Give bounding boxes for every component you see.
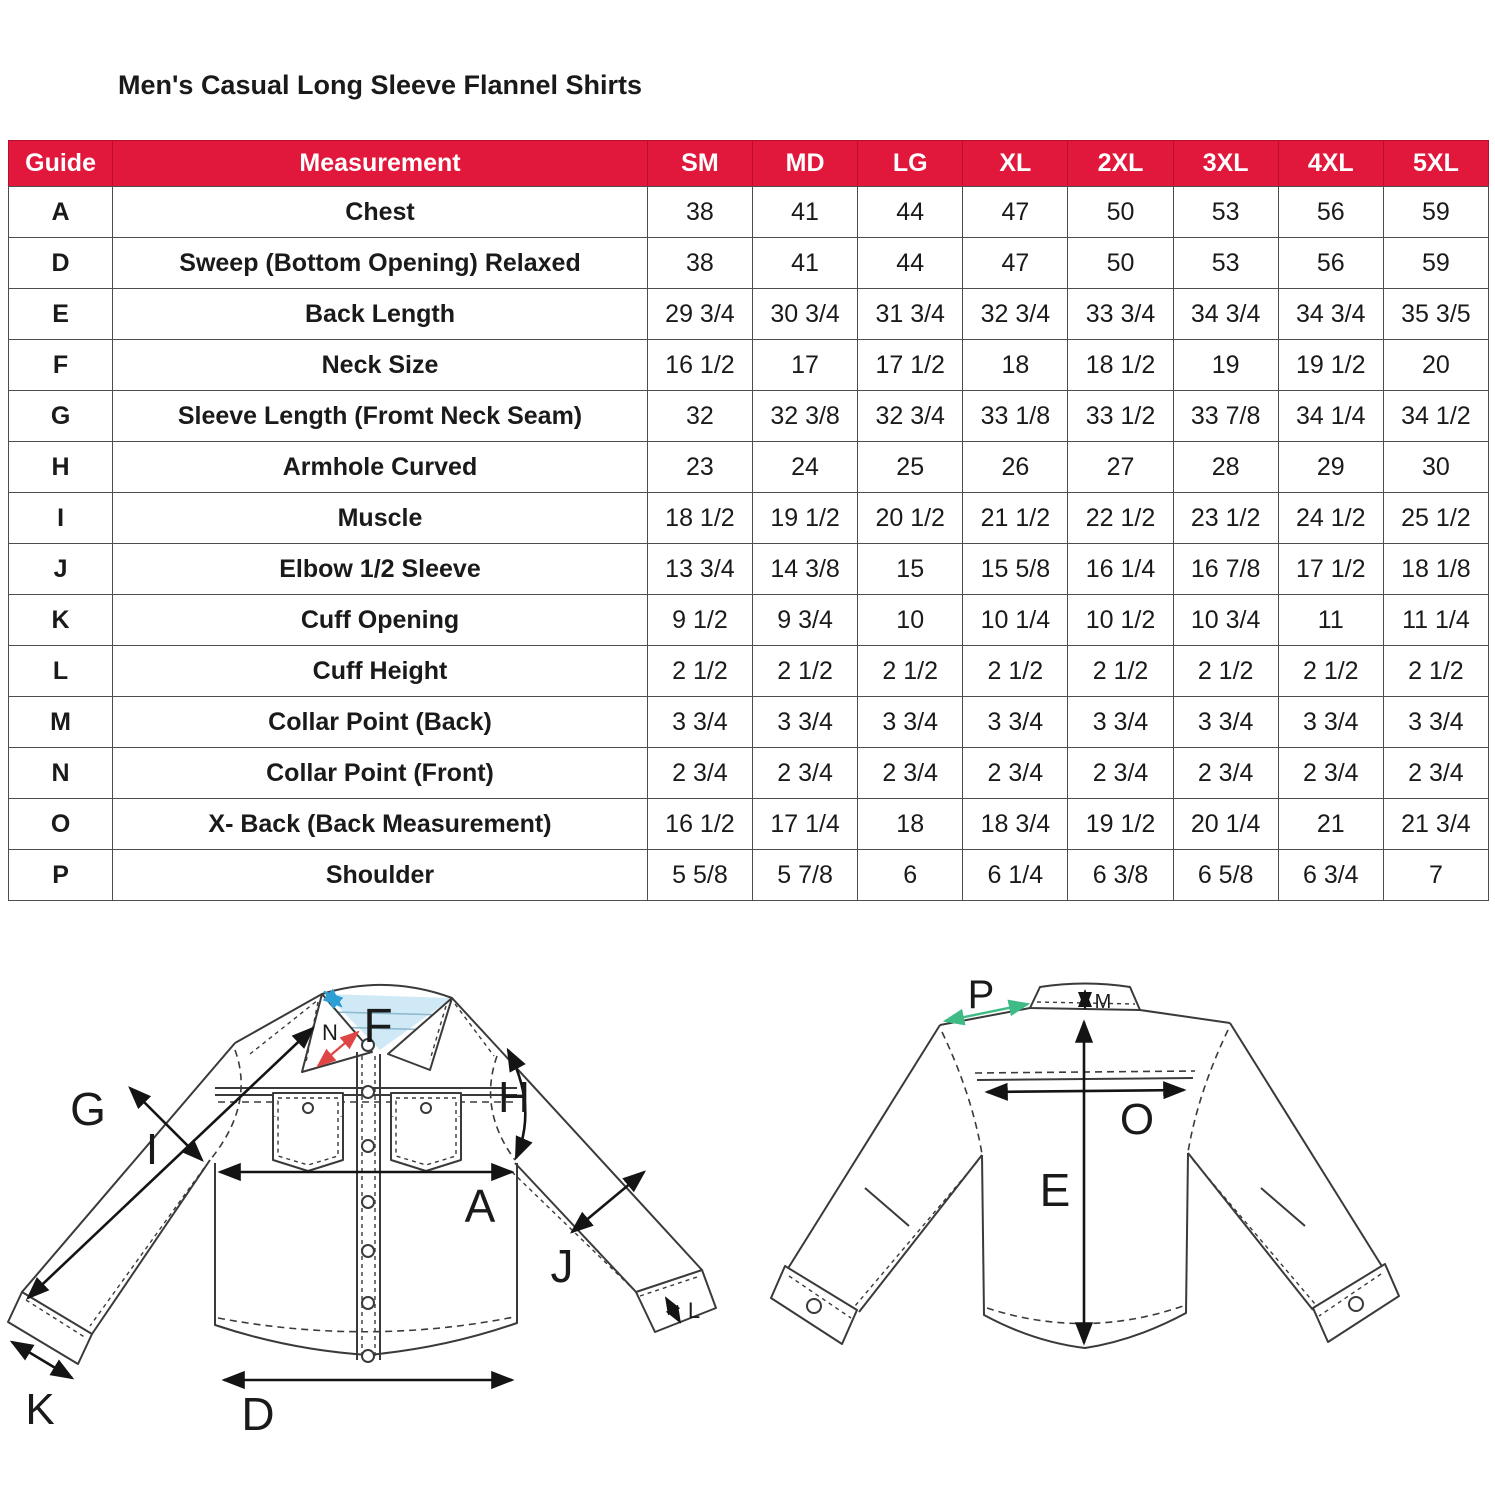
- value-cell: 33 7/8: [1173, 391, 1278, 442]
- table-row: [9, 799, 1489, 850]
- col-header-measurement: Measurement: [113, 141, 648, 187]
- table-row: [9, 340, 1489, 391]
- value-cell: 16 1/4: [1068, 544, 1173, 595]
- label-f: F: [363, 1000, 393, 1053]
- measurement-cell: X- Back (Back Measurement): [113, 799, 648, 850]
- measurement-cell: Armhole Curved: [113, 442, 648, 493]
- value-cell: 53: [1173, 238, 1278, 289]
- label-m: M: [1094, 991, 1112, 1013]
- value-cell: 3 3/4: [753, 697, 858, 748]
- value-cell: 41: [753, 187, 858, 238]
- table-row: [9, 391, 1489, 442]
- value-cell: 17 1/2: [1278, 544, 1383, 595]
- value-cell: 50: [1068, 238, 1173, 289]
- table-row: [9, 646, 1489, 697]
- value-cell: 25 1/2: [1383, 493, 1488, 544]
- label-k: K: [25, 1385, 55, 1434]
- table-row: [9, 850, 1489, 901]
- arrow-j: [572, 1172, 644, 1232]
- measurement-cell: Collar Point (Front): [113, 748, 648, 799]
- cuff-button: [1349, 1297, 1363, 1311]
- value-cell: 2 1/2: [1278, 646, 1383, 697]
- table-row: [9, 493, 1489, 544]
- guide-cell: F: [9, 340, 113, 391]
- label-p: P: [967, 973, 995, 1017]
- measurement-diagrams: [0, 930, 1495, 1495]
- value-cell: 9 3/4: [753, 595, 858, 646]
- value-cell: 20: [1383, 340, 1488, 391]
- value-cell: 38: [647, 187, 752, 238]
- value-cell: 2 3/4: [1068, 748, 1173, 799]
- guide-cell: D: [9, 238, 113, 289]
- value-cell: 3 3/4: [1383, 697, 1488, 748]
- value-cell: 32: [647, 391, 752, 442]
- front-shirt-diagram: [0, 930, 748, 1495]
- guide-cell: E: [9, 289, 113, 340]
- value-cell: 18 1/8: [1383, 544, 1488, 595]
- value-cell: 28: [1173, 442, 1278, 493]
- value-cell: 19: [1173, 340, 1278, 391]
- table-row: [9, 289, 1489, 340]
- value-cell: 3 3/4: [1278, 697, 1383, 748]
- value-cell: 25: [858, 442, 963, 493]
- value-cell: 33 1/2: [1068, 391, 1173, 442]
- value-cell: 2 3/4: [1278, 748, 1383, 799]
- value-cell: 2 1/2: [1383, 646, 1488, 697]
- value-cell: 15: [858, 544, 963, 595]
- button: [362, 1297, 374, 1309]
- value-cell: 2 1/2: [1068, 646, 1173, 697]
- value-cell: 32 3/8: [753, 391, 858, 442]
- value-cell: 20 1/2: [858, 493, 963, 544]
- table-row: [9, 595, 1489, 646]
- value-cell: 6 1/4: [963, 850, 1068, 901]
- value-cell: 2 1/2: [858, 646, 963, 697]
- measurement-cell: Sleeve Length (Fromt Neck Seam): [113, 391, 648, 442]
- value-cell: 30 3/4: [753, 289, 858, 340]
- value-cell: 50: [1068, 187, 1173, 238]
- value-cell: 47: [963, 187, 1068, 238]
- value-cell: 6 3/8: [1068, 850, 1173, 901]
- value-cell: 20 1/4: [1173, 799, 1278, 850]
- value-cell: 21 1/2: [963, 493, 1068, 544]
- label-o: O: [1119, 1095, 1155, 1144]
- value-cell: 3 3/4: [1068, 697, 1173, 748]
- col-header-md: MD: [753, 141, 858, 187]
- value-cell: 10 1/4: [963, 595, 1068, 646]
- value-cell: 38: [647, 238, 752, 289]
- value-cell: 5 5/8: [647, 850, 752, 901]
- value-cell: 3 3/4: [647, 697, 752, 748]
- guide-cell: K: [9, 595, 113, 646]
- measurement-cell: Elbow 1/2 Sleeve: [113, 544, 648, 595]
- value-cell: 17 1/2: [858, 340, 963, 391]
- value-cell: 33 1/8: [963, 391, 1068, 442]
- value-cell: 10 1/2: [1068, 595, 1173, 646]
- size-chart-table: [8, 140, 1489, 901]
- value-cell: 6: [858, 850, 963, 901]
- value-cell: 14 3/8: [753, 544, 858, 595]
- value-cell: 15 5/8: [963, 544, 1068, 595]
- button: [362, 1140, 374, 1152]
- value-cell: 19 1/2: [1068, 799, 1173, 850]
- value-cell: 29: [1278, 442, 1383, 493]
- guide-cell: O: [9, 799, 113, 850]
- label-h: H: [498, 1073, 530, 1122]
- value-cell: 34 1/4: [1278, 391, 1383, 442]
- measurement-cell: Collar Point (Back): [113, 697, 648, 748]
- chest-pocket-left: [273, 1093, 343, 1171]
- value-cell: 2 3/4: [753, 748, 858, 799]
- front-sleeve-left: [8, 1043, 235, 1364]
- button: [362, 1196, 374, 1208]
- cuff-button: [807, 1299, 821, 1313]
- value-cell: 2 3/4: [963, 748, 1068, 799]
- arrow-g: [28, 1028, 313, 1298]
- col-header-4xl: 4XL: [1278, 141, 1383, 187]
- value-cell: 18 1/2: [647, 493, 752, 544]
- value-cell: 3 3/4: [963, 697, 1068, 748]
- guide-cell: P: [9, 850, 113, 901]
- value-cell: 2 1/2: [963, 646, 1068, 697]
- col-header-2xl: 2XL: [1068, 141, 1173, 187]
- button: [362, 1245, 374, 1257]
- value-cell: 5 7/8: [753, 850, 858, 901]
- measurement-cell: Chest: [113, 187, 648, 238]
- guide-cell: I: [9, 493, 113, 544]
- measurement-cell: Back Length: [113, 289, 648, 340]
- value-cell: 18: [963, 340, 1068, 391]
- label-d: D: [241, 1388, 275, 1440]
- value-cell: 3 3/4: [1173, 697, 1278, 748]
- table-row: [9, 544, 1489, 595]
- guide-cell: H: [9, 442, 113, 493]
- value-cell: 18 1/2: [1068, 340, 1173, 391]
- measurement-cell: Cuff Height: [113, 646, 648, 697]
- col-header-lg: LG: [858, 141, 963, 187]
- label-j: J: [550, 1240, 574, 1292]
- measurement-cell: Shoulder: [113, 850, 648, 901]
- value-cell: 7: [1383, 850, 1488, 901]
- value-cell: 10: [858, 595, 963, 646]
- value-cell: 31 3/4: [858, 289, 963, 340]
- value-cell: 56: [1278, 187, 1383, 238]
- pocket-button: [421, 1103, 431, 1113]
- value-cell: 2 3/4: [1383, 748, 1488, 799]
- value-cell: 6 5/8: [1173, 850, 1278, 901]
- value-cell: 17 1/4: [753, 799, 858, 850]
- label-g: G: [70, 1083, 106, 1135]
- guide-cell: L: [9, 646, 113, 697]
- value-cell: 2 3/4: [858, 748, 963, 799]
- value-cell: 34 3/4: [1278, 289, 1383, 340]
- arrow-o: [987, 1090, 1184, 1092]
- value-cell: 2 3/4: [647, 748, 752, 799]
- value-cell: 22 1/2: [1068, 493, 1173, 544]
- back-sleeve-left: [771, 1025, 982, 1344]
- value-cell: 19 1/2: [753, 493, 858, 544]
- table-row: [9, 442, 1489, 493]
- col-header-3xl: 3XL: [1173, 141, 1278, 187]
- value-cell: 41: [753, 238, 858, 289]
- value-cell: 44: [858, 238, 963, 289]
- value-cell: 18: [858, 799, 963, 850]
- value-cell: 29 3/4: [647, 289, 752, 340]
- label-a: A: [464, 1180, 496, 1232]
- value-cell: 24 1/2: [1278, 493, 1383, 544]
- value-cell: 34 1/2: [1383, 391, 1488, 442]
- guide-cell: N: [9, 748, 113, 799]
- col-header-xl: XL: [963, 141, 1068, 187]
- guide-cell: M: [9, 697, 113, 748]
- measurement-cell: Neck Size: [113, 340, 648, 391]
- value-cell: 34 3/4: [1173, 289, 1278, 340]
- value-cell: 9 1/2: [647, 595, 752, 646]
- value-cell: 16 1/2: [647, 799, 752, 850]
- value-cell: 16 7/8: [1173, 544, 1278, 595]
- measurement-cell: Muscle: [113, 493, 648, 544]
- value-cell: 6 3/4: [1278, 850, 1383, 901]
- value-cell: 17: [753, 340, 858, 391]
- label-l: L: [687, 1298, 701, 1323]
- value-cell: 19 1/2: [1278, 340, 1383, 391]
- value-cell: 21: [1278, 799, 1383, 850]
- value-cell: 3 3/4: [858, 697, 963, 748]
- value-cell: 23 1/2: [1173, 493, 1278, 544]
- value-cell: 59: [1383, 187, 1488, 238]
- back-shirt-diagram: [747, 930, 1495, 1495]
- value-cell: 44: [858, 187, 963, 238]
- value-cell: 10 3/4: [1173, 595, 1278, 646]
- value-cell: 27: [1068, 442, 1173, 493]
- label-i: I: [145, 1125, 159, 1174]
- value-cell: 32 3/4: [858, 391, 963, 442]
- value-cell: 23: [647, 442, 752, 493]
- measurement-cell: Cuff Opening: [113, 595, 648, 646]
- value-cell: 53: [1173, 187, 1278, 238]
- value-cell: 2 3/4: [1173, 748, 1278, 799]
- value-cell: 32 3/4: [963, 289, 1068, 340]
- col-header-sm: SM: [647, 141, 752, 187]
- value-cell: 16 1/2: [647, 340, 752, 391]
- value-cell: 13 3/4: [647, 544, 752, 595]
- value-cell: 2 1/2: [1173, 646, 1278, 697]
- guide-cell: J: [9, 544, 113, 595]
- value-cell: 26: [963, 442, 1068, 493]
- value-cell: 24: [753, 442, 858, 493]
- header-row: [9, 141, 1489, 187]
- guide-cell: A: [9, 187, 113, 238]
- button: [362, 1350, 374, 1362]
- col-header-5xl: 5XL: [1383, 141, 1488, 187]
- value-cell: 21 3/4: [1383, 799, 1488, 850]
- col-header-guide: Guide: [9, 141, 113, 187]
- chest-pocket-right: [391, 1093, 461, 1171]
- label-n: N: [322, 1020, 338, 1045]
- value-cell: 30: [1383, 442, 1488, 493]
- label-e: E: [1039, 1164, 1071, 1216]
- value-cell: 11: [1278, 595, 1383, 646]
- table-row: [9, 238, 1489, 289]
- page-title: Men's Casual Long Sleeve Flannel Shirts: [118, 70, 643, 100]
- pocket-button: [303, 1103, 313, 1113]
- arrow-i: [130, 1088, 202, 1160]
- guide-cell: G: [9, 391, 113, 442]
- value-cell: 47: [963, 238, 1068, 289]
- table-row: [9, 697, 1489, 748]
- value-cell: 35 3/5: [1383, 289, 1488, 340]
- value-cell: 56: [1278, 238, 1383, 289]
- value-cell: 2 1/2: [647, 646, 752, 697]
- front-sleeve-right: [500, 1050, 716, 1332]
- value-cell: 18 3/4: [963, 799, 1068, 850]
- value-cell: 11 1/4: [1383, 595, 1488, 646]
- table-row: [9, 748, 1489, 799]
- measurement-cell: Sweep (Bottom Opening) Relaxed: [113, 238, 648, 289]
- value-cell: 59: [1383, 238, 1488, 289]
- value-cell: 33 3/4: [1068, 289, 1173, 340]
- button: [362, 1086, 374, 1098]
- back-sleeve-right: [1188, 1023, 1399, 1342]
- table-row: [9, 187, 1489, 238]
- value-cell: 2 1/2: [753, 646, 858, 697]
